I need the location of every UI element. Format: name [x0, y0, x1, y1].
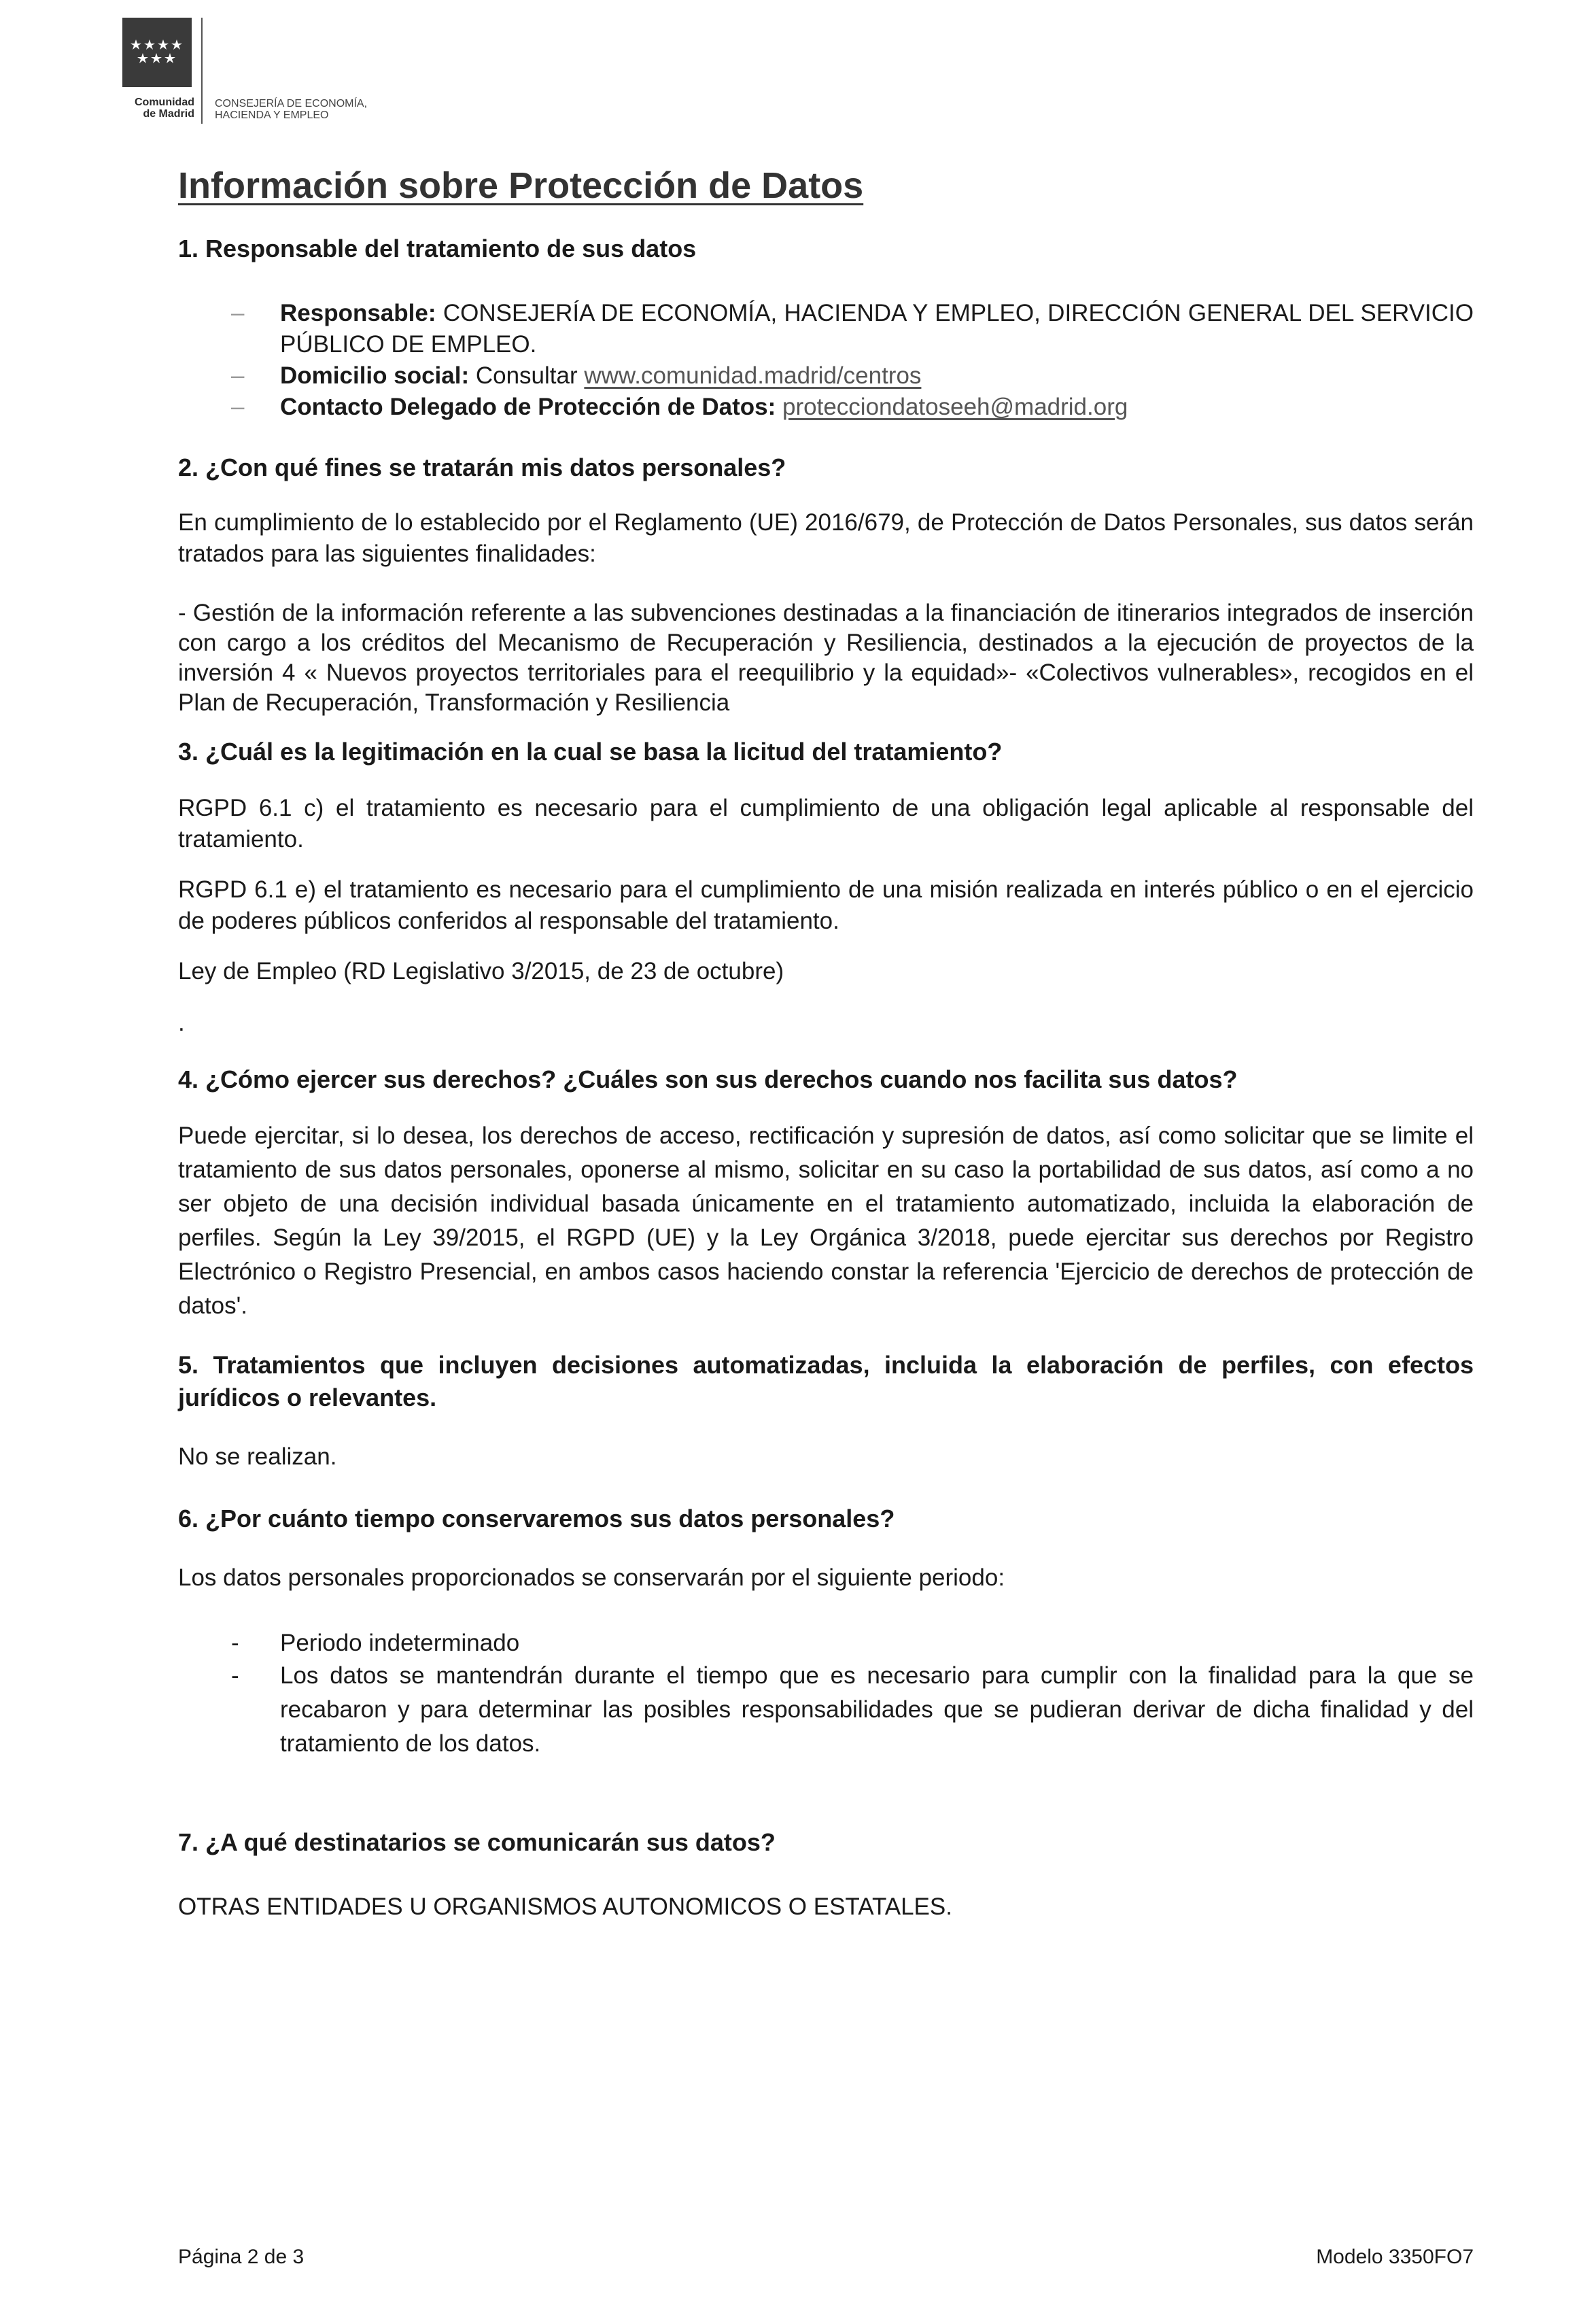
- department-name: CONSEJERÍA DE ECONOMÍA, HACIENDA Y EMPLEO: [215, 98, 368, 121]
- section6-heading: 6. ¿Por cuánto tiempo conservaremos sus datos personales?: [178, 1505, 895, 1532]
- madrid-stars-logo-icon: [122, 18, 192, 87]
- dpo-email-link[interactable]: protecciondatoseeh@madrid.org: [782, 394, 1128, 420]
- section3-heading: 3. ¿Cuál es la legitimación en la cual se basa la licitud del tratamiento?: [178, 738, 1003, 766]
- page-number: Página 2 de 3: [178, 2246, 305, 2268]
- list-item: - Los datos se mantendrán durante el tiempo que es necesario para cumplir con la finalidad para la que se recabaron y para determinar las posibles responsabilidades que se pudieran derivar de dicha finalidad y del tratamiento de los datos.: [178, 1659, 1474, 1761]
- dash-bullet-icon: –: [231, 362, 245, 389]
- section3-p1: RGPD 6.1 c) el tratamiento es necesario para el cumplimiento de una obligación legal aplicable al responsable del tratamiento.: [178, 795, 1474, 853]
- dash-bullet-icon: –: [231, 394, 245, 420]
- section5-heading: 5. Tratamientos que incluyen decisiones automatizadas, incluida la elaboración de perfiles, con efectos jurídicos o relevantes.: [178, 1351, 1474, 1411]
- dash-bullet-icon: -: [231, 1630, 239, 1656]
- page-title: Información sobre Protección de Datos: [178, 165, 864, 206]
- section4-heading: 4. ¿Cómo ejercer sus derechos? ¿Cuáles son sus derechos cuando nos facilita sus datos?: [178, 1065, 1238, 1093]
- section3-p2: RGPD 6.1 e) el tratamiento es necesario para el cumplimiento de una misión realizada en interés público o en el ejercicio de poderes públicos conferidos al responsable del tratamiento.: [178, 876, 1474, 934]
- section3-p4: .: [178, 1010, 185, 1036]
- section3-p3: Ley de Empleo (RD Legislativo 3/2015, de 23 de octubre): [178, 958, 784, 984]
- responsible-list: [178, 298, 1474, 423]
- section7-body: OTRAS ENTIDADES U ORGANISMOS AUTONOMICOS O ESTATALES.: [178, 1893, 952, 1920]
- section2-purpose: - Gestión de la información referente a las subvenciones destinadas a la financiación de itinerarios integrados de inserción con cargo a los créditos del Mecanismo de Recuperación y Resiliencia, destinados a la ejecución de proyectos de la inversión 4 « Nuevos proyectos territoriales para el reequilibrio y la equidad»- «Colectivos vulnerables», recogidos en el Plan de Recuperación, Transformación y Resiliencia: [178, 600, 1474, 716]
- retention-list: [178, 1628, 1474, 1761]
- section6-intro: Los datos personales proporcionados se conservarán por el siguiente periodo:: [178, 1564, 1005, 1591]
- section2-heading: 2. ¿Con qué fines se tratarán mis datos personales?: [178, 453, 786, 481]
- section7-heading: 7. ¿A qué destinatarios se comunicarán sus datos?: [178, 1828, 776, 1856]
- section4-body: Puede ejercitar, si lo desea, los derechos de acceso, rectificación y supresión de datos, así como solicitar que se limite el tratamiento de sus datos personales, oponerse al mismo, solicitar en su caso la portabilidad de sus datos, así como a no ser objeto de una decisión individual basada únicamente en el tratamiento automatizado, incluida la elaboración de perfiles. Según la Ley 39/2015, el RGPD (UE) y la Ley Orgánica 3/2018, puede ejercitar sus derechos por Registro Electrónico o Registro Presencial, en ambos casos haciendo constar la referencia 'Ejercicio de derechos de protección de datos'.: [178, 1122, 1474, 1319]
- model-number: Modelo 3350FO7: [1316, 2246, 1474, 2268]
- dash-bullet-icon: –: [231, 300, 245, 326]
- section2-intro: En cumplimiento de lo establecido por el Reglamento (UE) 2016/679, de Protección de Datos Personales, sus datos serán tratados para las siguientes finalidades:: [178, 509, 1474, 567]
- section5-body: No se realizan.: [178, 1443, 337, 1470]
- list-item: – Responsable: CONSEJERÍA DE ECONOMÍA, HACIENDA Y EMPLEO, DIRECCIÓN GENERAL DEL SERVICIO PÚBLICO DE EMPLEO.: [178, 298, 1474, 360]
- logo-name: Comunidad de Madrid: [135, 97, 194, 120]
- list-item: – Domicilio social: Consultar www.comunidad.madrid/centros: [178, 360, 1474, 392]
- document-body: [178, 163, 1474, 1923]
- header-logo: [122, 18, 435, 126]
- list-item: - Periodo indeterminado: [178, 1628, 1474, 1659]
- list-item: – Contacto Delegado de Protección de Datos: protecciondatoseeh@madrid.org: [178, 392, 1474, 423]
- logo-divider: [201, 18, 203, 124]
- section1-heading: 1. Responsable del tratamiento de sus datos: [178, 235, 697, 262]
- centros-link[interactable]: www.comunidad.madrid/centros: [584, 362, 922, 389]
- dash-bullet-icon: -: [231, 1662, 239, 1689]
